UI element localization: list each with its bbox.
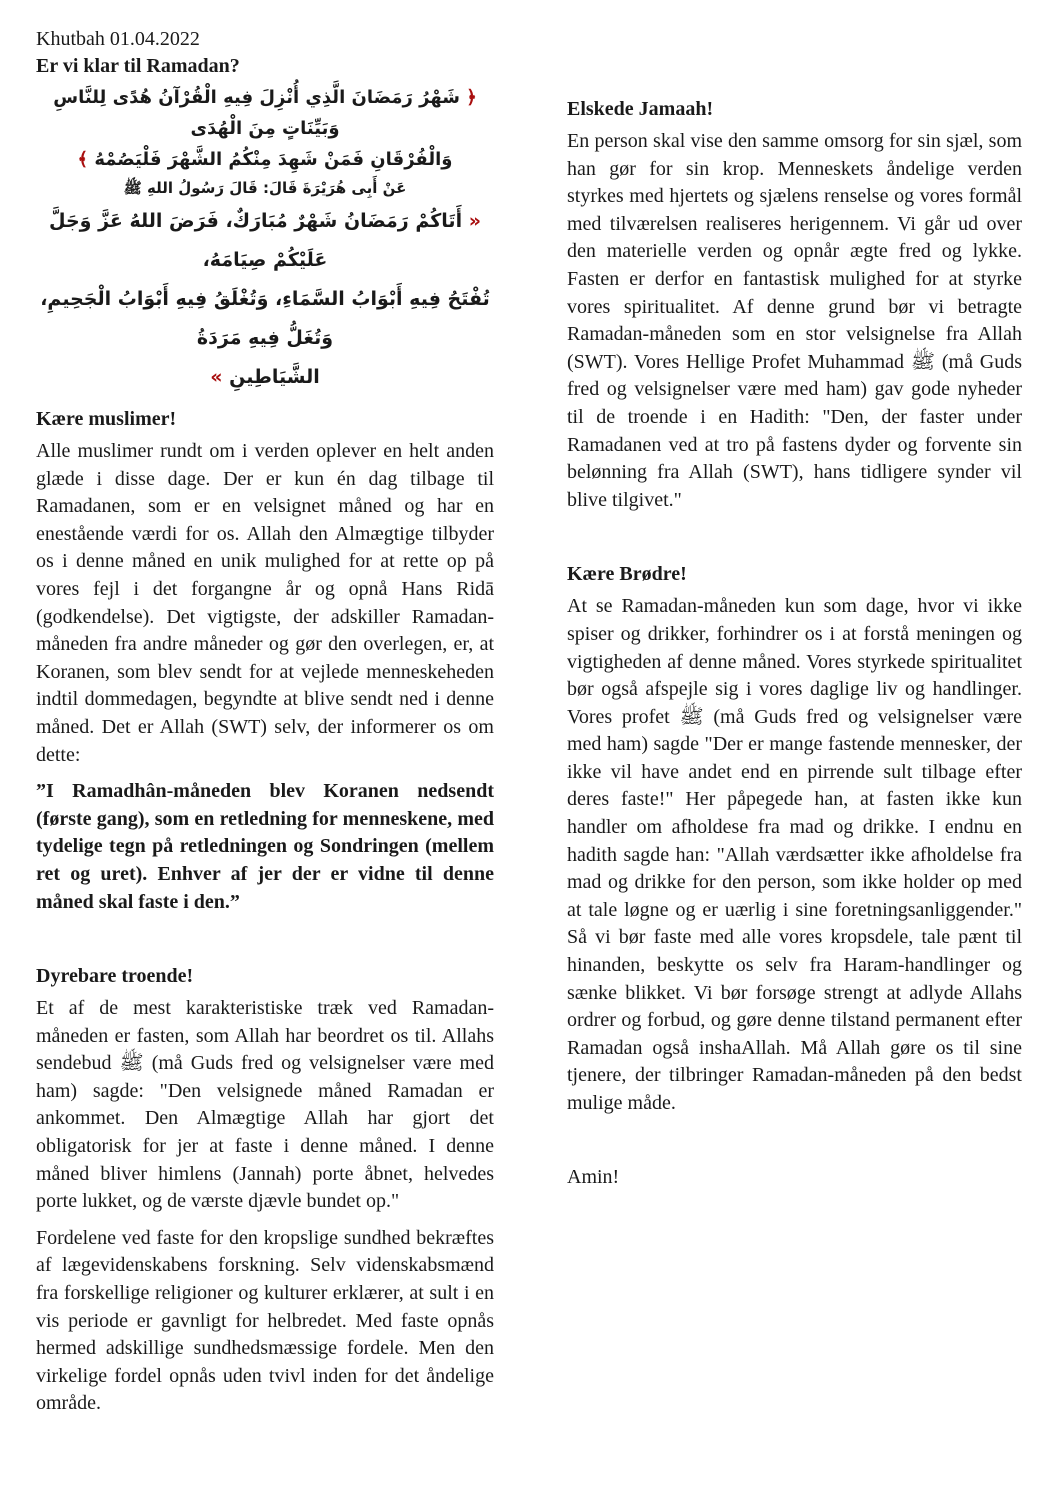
- arabic-quote-block: [36, 82, 494, 397]
- right-column: [567, 26, 1022, 1477]
- hadith-arabic-line-3: [36, 358, 494, 397]
- left-column: [36, 26, 494, 1477]
- quran-verse-text-1: شَهْرُ رَمَضَانَ الَّذِي أُنْزِلَ فِيهِ الْقُرْآنُ هُدًى لِلنَّاسِ وَبَيِّنَاتٍ مِنَ الْهُدَى: [53, 87, 460, 139]
- quran-verse-line-1: [36, 82, 494, 144]
- paragraph-kaere-muslimer: Alle muslimer rundt om i verden oplever en helt anden glæde i disse dage. Der er kun én dag tilbage til Ramadanen, som er en velsignet måned og har en enestående værdi for os. Allah den Almægtige tilbyder os i denne måned en unik mulighed for at rette op på vores fejl i det forgangne år og opnå Hans Ridā (godkendelse). Det vigtigste, der adskiller Ramadan-måneden fra andre måneder og gør den overlegen, er, at Koranen, som blev sendt for at vejlede menneskeheden indtil dommedagen, begyndte at blive sendt ned i denne måned. Det er Allah (SWT) selv, der informerer os om dette:: [36, 440, 494, 766]
- section-heading-elskede-jamaah: Elskede Jamaah!: [567, 98, 714, 120]
- hadith-arabic-line-1: [36, 202, 494, 280]
- paragraph-dyrebare-troende-1: Et af de mest karakteristiske træk ved Ramadan-måneden er fasten, som Allah har beordret os til. Allahs sendebud ﷺ (må Guds fred og velsignelser være med ham) sagde: "Den velsignede måned Ramadan er ankommet. Den Almægtige Allah har gjort det obligatorisk for jer at faste i denne måned. I denne måned bliver himlens (Jannah) porte åbnet, helvedes porte lukket, og de værste djævle bundet op.": [36, 997, 494, 1213]
- hadith-arabic-text-1: أَتَاكُمْ رَمَضَانُ شَهْرٌ مُبَارَكٌ، فَرَضَ اللهُ عَزَّ وَجَلَّ عَلَيْكُمْ صِيَامَهُ،: [49, 210, 463, 271]
- hadith-arabic-line-2: تُفْتَحُ فِيهِ أَبْوَابُ السَّمَاءِ، وَتُغْلَقُ فِيهِ أَبْوَابُ الْجَحِيمِ، وَتُغَلُّ فِيهِ مَرَدَةُ: [40, 288, 490, 349]
- section-heading-kaere-broedre: Kære Brødre!: [567, 563, 687, 586]
- hadith-arabic-text-3: الشَّيَاطِينِ: [229, 366, 320, 388]
- guillemet-close-mark: »: [210, 366, 223, 388]
- paragraph-dyrebare-troende-2: Fordelene ved faste for den kropslige sundhed bekræftes af lægevidenskabens forskning. Selv videnskabsmænd fra forskellige religioner og kulturer erklærer, at sult i en vis periode er gavnligt for helbredet. Med faste opnås hermed adskillige sundhedsmæssige fordele. Men den virkelige fordel opnås uden tvivl inden for det åndelige område.: [36, 1226, 494, 1415]
- section-heading-dyrebare-troende: Dyrebare troende!: [36, 965, 194, 988]
- hadith-narrator-line: عَنْ أَبِى هُرَيْرَةَ قَالَ: قَالَ رَسُولُ اللهِ ﷺ: [123, 179, 407, 197]
- document-title: Khutbah 01.04.2022: [36, 28, 200, 50]
- quran-translation-paragraph: ”I Ramadhân-måneden blev Koranen nedsendt (første gang), som en retledning for menneskene, med tydelige tegn på retledningen og Sondringen (mellem ret og uret). Enhver af jer der er vidne til denne måned skal faste i den.”: [36, 780, 494, 913]
- document-header: [36, 26, 494, 80]
- paragraph-elskede-jamaah: En person skal vise den samme omsorg for sin sjæl, som han gør for sin krop. Menneskets åndelige verden styrkes med hjertets og sjælens renselse og vores formål med tilværelsen realiseres herigennem. Vi går ud over den materielle verden og opnår ægte fred og lykke. Fasten er derfor en fantastisk mulighed for at styrke vores spiritualitet. Af denne grund bør vi betragte Ramadan-måneden som en stor velsignelse fra Allah (SWT). Vores Hellige Profet Muhammad ﷺ (må Guds fred og velsignelser være med ham) gav gode nyheder til de troende i en Hadith: "Den, der faster under Ramadanen ved at tro på fastens dyder og forvente sin belønning fra Allah (SWT), hans tidligere synder vil blive tilgivet.": [567, 130, 1022, 511]
- closing-amin: Amin!: [567, 1165, 620, 1188]
- ornate-close-bracket: ﴾: [77, 149, 89, 170]
- section-heading-kaere-muslimer: Kære muslimer!: [36, 408, 177, 430]
- document-subtitle: Er vi klar til Ramadan?: [36, 55, 240, 77]
- guillemet-open-mark: «: [468, 210, 481, 232]
- quran-verse-line-2: [36, 144, 494, 175]
- ornate-open-bracket: ﴿: [466, 87, 477, 108]
- quran-verse-text-2: وَالْفُرْقَانِ فَمَنْ شَهِدَ مِنْكُمُ الشَّهْرَ فَلْيَصُمْهُ: [94, 149, 453, 170]
- paragraph-kaere-broedre: At se Ramadan-måneden kun som dage, hvor vi ikke spiser og drikker, forhindrer os i at forstå meningen og vigtigheden af denne måned. Vores styrkede spiritualitet bør også afspejle sig i vores daglige liv og handlinger. Vores profet ﷺ (må Guds fred og velsignelser være med ham) sagde "Der er mange fastende mennesker, der ikke vil have andet end en pirrende sult tilbage efter deres faste!" Her påpegede han, at fasten ikke kun handler om afholdese fra mad og drikke. I endnu en hadith sagde han: "Allah værdsætter ikke afholdelse fra mad og drikke for den person, som ikke holder op med at tale løgne og er uærlig i sine foretningsanliggender." Så vi bør faste med alle vores kropsdele, tale pænt til hinanden, beskytte os selv fra Haram-handlinger og sænke blikket. Vi bør forsøge strengt at adlyde Allahs ordrer og forbud, og gøre denne tilstand permanent efter Ramadan også inshaAllah. Må Allah gøre os til sine tjenere, der tilbringer Ramadan-måneden på den bedst mulige måde.: [567, 595, 1022, 1114]
